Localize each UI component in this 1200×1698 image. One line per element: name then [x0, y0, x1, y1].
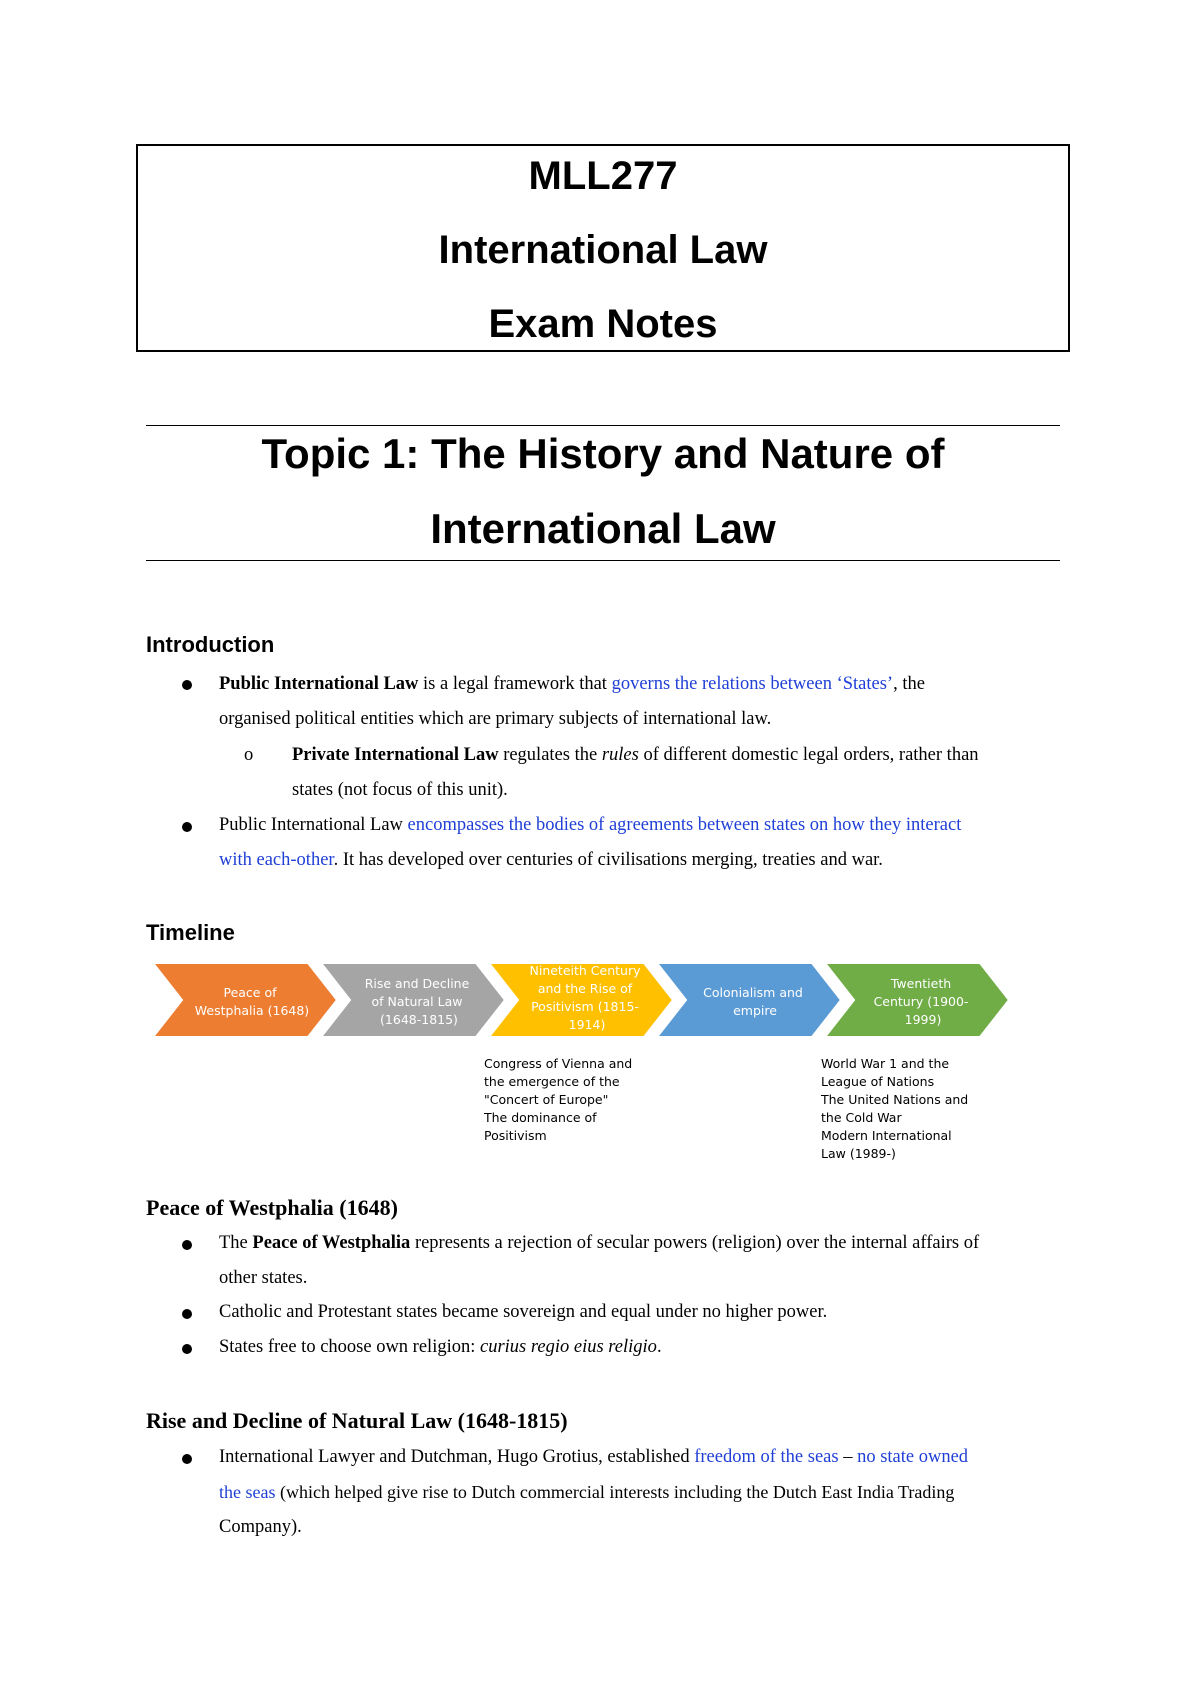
topic-rule-bottom [146, 560, 1060, 561]
topic-rule-top [146, 425, 1060, 426]
title-box [136, 144, 1070, 352]
topic-title-line2: International Law [430, 505, 776, 552]
intro-bullet-1-cont: organised political entities which are primary subjects of international law. [219, 709, 772, 729]
bullet-icon [182, 822, 192, 832]
natural-law-bullet-1: International Lawyer and Dutchman, Hugo Grotius, established freedom of the seas – no state owned [219, 1447, 969, 1467]
course-name: International Law [438, 228, 768, 272]
timeline-chevron-2 [321, 963, 505, 1037]
natural-law-heading: Rise and Decline of Natural Law (1648-1815) [146, 1408, 568, 1433]
timeline-note-twentieth-century: World War 1 and the League of Nations The United Nations and the Cold War Modern International Law (1989-) [821, 1056, 969, 1161]
sub-bullet-marker: o [244, 745, 254, 765]
chevron-shape [153, 963, 337, 1037]
westphalia-heading: Peace of Westphalia (1648) [146, 1195, 398, 1220]
bullet-icon [182, 1309, 192, 1319]
course-code: MLL277 [528, 154, 678, 198]
chevron-4-label: Colonialism and empire [703, 985, 803, 1018]
westphalia-bullet-1-cont: other states. [219, 1268, 308, 1288]
intro-bullet-1: Public International Law is a legal framework that governs the relations between ‘States’, the [219, 674, 925, 694]
chevron-shape [657, 963, 841, 1037]
intro-sub-bullet-cont: states (not focus of this unit). [292, 780, 508, 800]
intro-sub-bullet: Private International Law regulates the rules of different domestic legal orders, rather than [292, 745, 979, 765]
bullet-icon [182, 1240, 192, 1250]
bullet-icon [182, 680, 192, 690]
topic-title-line1: Topic 1: The History and Nature of [261, 430, 945, 477]
timeline-chevron-3 [489, 963, 673, 1037]
timeline-diagram [150, 960, 1030, 1040]
natural-law-bullet-1-cont: the seas (which helped give rise to Dutch commercial interests including the Dutch East India Trading [219, 1482, 955, 1502]
intro-bullet-2-cont: with each-other. It has developed over centuries of civilisations merging, treaties and war. [219, 850, 883, 870]
westphalia-bullet-1: The Peace of Westphalia represents a rejection of secular powers (religion) over the internal affairs of [219, 1233, 980, 1253]
timeline-chevron-5 [825, 963, 1009, 1037]
westphalia-bullet-3: States free to choose own religion: curius regio eius religio. [219, 1337, 662, 1357]
timeline-chevron-1 [153, 963, 337, 1037]
timeline-chevron-4 [657, 963, 841, 1037]
intro-bullet-2: Public International Law encompasses the bodies of agreements between states on how they interact [219, 815, 962, 835]
chevron-2-label: Rise and Decline of Natural Law (1648-1815) [364, 976, 470, 1027]
westphalia-bullet-2: Catholic and Protestant states became sovereign and equal under no higher power. [219, 1302, 828, 1322]
document-type: Exam Notes [488, 302, 718, 346]
bullet-icon [182, 1344, 192, 1354]
chevron-5-label: Twentieth Century (1900- 1999) [873, 976, 969, 1027]
chevron-1-label: Peace of Westphalia (1648) [194, 985, 310, 1018]
timeline-heading: Timeline [146, 920, 235, 945]
bullet-icon [182, 1454, 192, 1464]
chevron-3-label: Nineteith Century and the Rise of Positivism (1815- 1914) [529, 963, 641, 1032]
timeline-note-nineteenth-century: Congress of Vienna and the emergence of the "Concert of Europe" The dominance of Positivism [484, 1056, 633, 1143]
natural-law-bullet-1-cont2: Company). [219, 1517, 302, 1537]
introduction-heading: Introduction [146, 632, 275, 657]
